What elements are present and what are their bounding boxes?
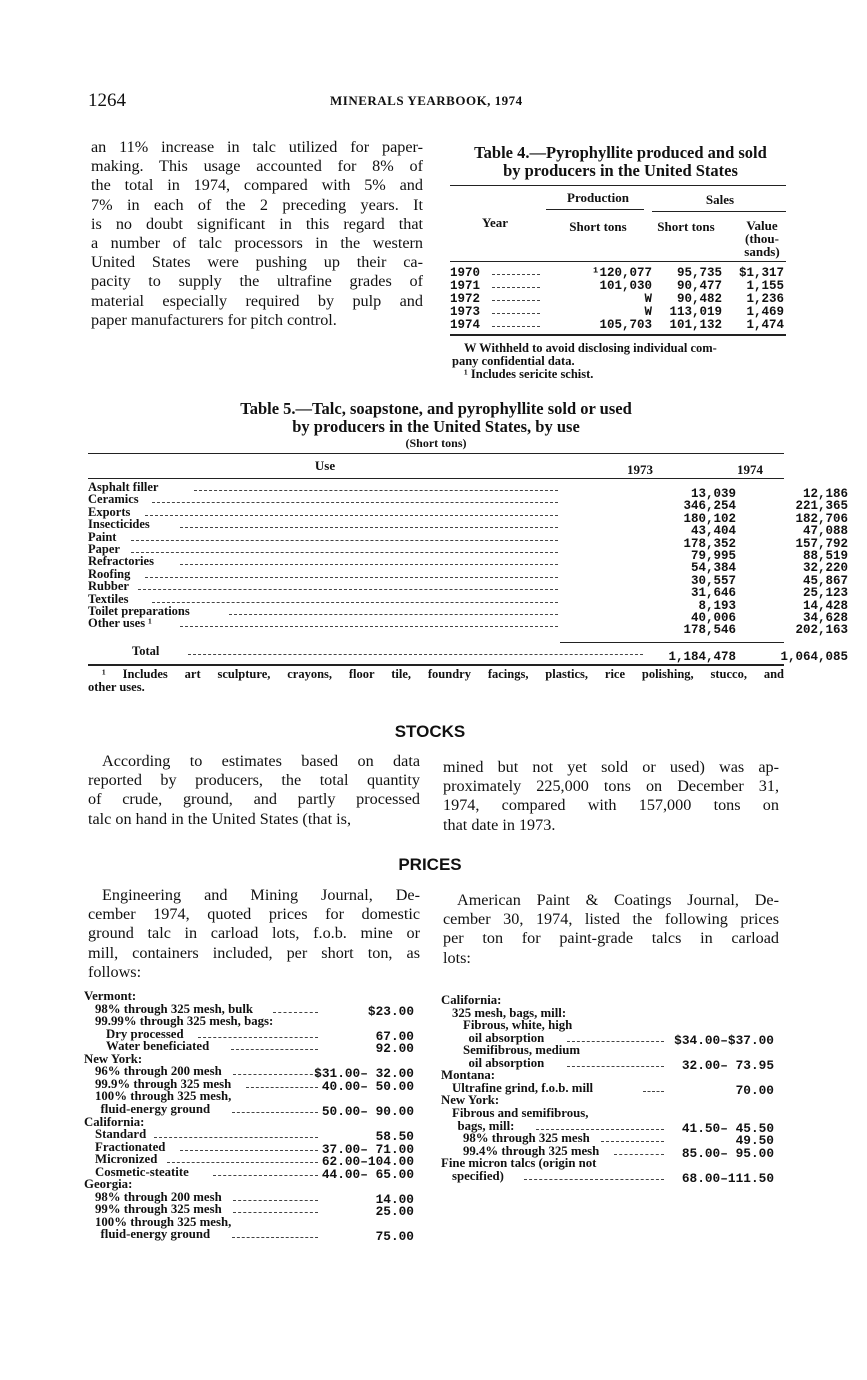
table5-cell-1973: 40,006 bbox=[690, 611, 736, 625]
table5-cell-use: Insecticides bbox=[88, 517, 150, 532]
table4-title-line1: Table 4.—Pyrophyllite produced and sold bbox=[474, 143, 767, 162]
price-item-value: 44.00– 65.00 bbox=[321, 1166, 414, 1182]
paragraph-line: that date in 1973. bbox=[443, 815, 556, 834]
price-item-label: 99.4% through 325 mesh bbox=[463, 1143, 600, 1158]
table4-note-1: ¹ Includes sericite schist. bbox=[464, 367, 594, 381]
table4-note-w bbox=[452, 342, 792, 381]
table5-leader bbox=[152, 493, 558, 503]
table4-cell-production: ¹120,077 bbox=[591, 266, 652, 280]
stocks-heading: STOCKS bbox=[394, 722, 466, 741]
page-number: 1264 bbox=[88, 90, 126, 111]
paragraph-line: mined but not yet sold or used) was ap- bbox=[443, 758, 779, 776]
table4-cell-value: 1,155 bbox=[746, 279, 784, 293]
stocks-left-paragraph bbox=[88, 752, 420, 829]
price-item-value: 58.50 bbox=[375, 1129, 414, 1145]
price-item-label: oil absorption bbox=[468, 1030, 545, 1045]
price-item-label: Fine micron talcs (origin not bbox=[441, 1156, 597, 1171]
table4-header-prod-short-tons: Short tons bbox=[569, 219, 627, 234]
paragraph-line: pacity to supply the ultrafine grades of bbox=[91, 272, 423, 291]
table5-cell-1973: 8,193 bbox=[698, 598, 736, 613]
paragraph-line: 1974, compared with 157,000 tons on bbox=[443, 796, 779, 815]
price-item-label: 98% through 200 mesh bbox=[95, 1189, 222, 1204]
paragraph-line: material especially required by pulp and bbox=[91, 291, 423, 310]
table5-cell-use: Paper bbox=[88, 542, 120, 556]
table5-leader bbox=[131, 543, 558, 553]
price-leader bbox=[614, 1146, 664, 1155]
table5-cell-1973: 30,557 bbox=[690, 573, 736, 588]
table5-cell-1973: 180,102 bbox=[683, 511, 736, 526]
paragraph-line: ground talc in carload lots, f.o.b. mine or bbox=[88, 924, 420, 943]
table5-cell-1973: 178,352 bbox=[683, 536, 736, 551]
price-leader bbox=[567, 1033, 664, 1042]
paragraph-line: per ton for paint-grade talcs in carload bbox=[443, 929, 779, 948]
table4-cell-production: 101,030 bbox=[599, 279, 652, 293]
price-leader bbox=[213, 1167, 318, 1176]
price-item-label: fluid-energy ground bbox=[100, 1227, 211, 1242]
table5-cell-use: Paint bbox=[88, 529, 117, 544]
table5-leader bbox=[152, 593, 558, 603]
paragraph-line: talc on hand in the United States (that is, bbox=[88, 809, 351, 828]
table5-cell-use: Rubber bbox=[88, 579, 129, 594]
price-item-value: 75.00 bbox=[375, 1229, 414, 1245]
paragraph-line: follows: bbox=[88, 962, 142, 981]
price-item-label: Micronized bbox=[95, 1152, 158, 1167]
paragraph-line: paper manufacturers for pitch control. bbox=[91, 310, 337, 329]
table4-top-rule bbox=[450, 185, 786, 186]
price-item-label: Fibrous and semifibrous, bbox=[452, 1105, 589, 1120]
table5-cell-1974: 25,123 bbox=[802, 586, 848, 601]
table5-subtitle: (Short tons) bbox=[405, 436, 467, 450]
price-item-label: 99% through 325 mesh bbox=[95, 1202, 222, 1217]
price-item-label: 325 mesh, bags, mill: bbox=[452, 1005, 567, 1020]
paragraph-line: American Paint & Coatings Journal, De- bbox=[457, 891, 779, 909]
paragraph-line: making. This usage accounted for 8% of bbox=[91, 157, 423, 176]
table4-header-rule bbox=[450, 261, 786, 262]
price-leader bbox=[536, 1121, 664, 1130]
stocks-right-paragraph bbox=[443, 758, 779, 835]
price-item-label: specified) bbox=[452, 1168, 504, 1183]
table4-bottom-rule bbox=[450, 334, 786, 336]
price-item-value: 67.00 bbox=[375, 1028, 414, 1044]
table5-cell-1974: 182,706 bbox=[795, 511, 848, 526]
table5-cell-1974: 14,428 bbox=[802, 598, 848, 613]
table5-cell-use: Ceramics bbox=[88, 492, 139, 507]
price-item-label: Georgia: bbox=[84, 1177, 133, 1192]
price-item-value: 62.00–104.00 bbox=[321, 1154, 414, 1170]
table5-cell-1973: 79,995 bbox=[690, 549, 736, 563]
price-item-label: 100% through 325 mesh, bbox=[95, 1214, 232, 1229]
price-item-label: Standard bbox=[95, 1127, 147, 1142]
paragraph-line: is no doubt significant in this regard that bbox=[91, 214, 423, 233]
table5-cell-1973: 346,254 bbox=[683, 499, 736, 514]
table4-cell-sales: 101,132 bbox=[669, 318, 722, 332]
price-item-label: fluid-energy ground bbox=[100, 1101, 211, 1116]
table5-cell-1973: 43,404 bbox=[690, 524, 736, 539]
price-leader bbox=[601, 1133, 664, 1142]
table4-production-rule bbox=[546, 209, 644, 210]
running-title: MINERALS YEARBOOK, 1974 bbox=[330, 93, 523, 108]
price-item-label: oil absorption bbox=[468, 1055, 545, 1070]
table4-cell-value: $1,317 bbox=[738, 266, 784, 280]
table5-cell-use: Roofing bbox=[88, 566, 131, 581]
table4-leader bbox=[492, 266, 540, 275]
table5-cell-1973: 178,546 bbox=[683, 623, 736, 638]
table5-total-1973: 1,184,478 bbox=[668, 650, 736, 664]
table4-cell-value: 1,469 bbox=[746, 305, 784, 319]
price-item-value: 50.00– 90.00 bbox=[321, 1103, 414, 1119]
paragraph-line: According to estimates based on data bbox=[102, 752, 420, 770]
table5-leader bbox=[131, 531, 558, 541]
table5-cell-1973: 13,039 bbox=[690, 487, 736, 501]
price-item-value: 85.00– 95.00 bbox=[681, 1145, 774, 1161]
price-item-value: $34.00–$37.00 bbox=[674, 1032, 774, 1048]
price-leader bbox=[198, 1029, 318, 1038]
price-leader bbox=[180, 1142, 318, 1151]
table4-cell-value: 1,236 bbox=[746, 292, 784, 306]
table5-title bbox=[88, 400, 784, 436]
prices-right-paragraph bbox=[443, 891, 779, 968]
table4-cell-sales: 113,019 bbox=[669, 305, 722, 319]
table5-cell-use: Toilet preparations bbox=[88, 604, 190, 618]
table5-leader bbox=[145, 506, 558, 516]
table5-cell-1974: 12,186 bbox=[802, 487, 848, 501]
table4-header-sales: Sales bbox=[705, 192, 735, 207]
table4-title-line2: by producers in the United States bbox=[503, 161, 738, 180]
table5-footnote-line1: ¹ Includes art sculpture, crayons, floor tile, foundry facings, plastics, rice polishing, stucco, and bbox=[102, 667, 784, 681]
price-item-label: Vermont: bbox=[84, 989, 137, 1003]
paragraph-line: Engineering and Mining Journal, De- bbox=[102, 886, 420, 904]
table4-cell-production: W bbox=[644, 305, 652, 319]
table5-cell-use: Other uses ¹ bbox=[88, 616, 152, 631]
table5-cell-1973: 54,384 bbox=[690, 561, 736, 576]
price-item-value: $23.00 bbox=[367, 1003, 414, 1019]
table4-header-production: Production bbox=[567, 190, 629, 205]
price-item-label: 100% through 325 mesh, bbox=[95, 1089, 232, 1104]
table4-leader bbox=[492, 318, 540, 327]
table5-cell-use: Exports bbox=[88, 504, 131, 519]
table5-total-1974: 1,064,085 bbox=[780, 650, 848, 664]
table4-title bbox=[448, 144, 793, 180]
price-item-label: California: bbox=[84, 1114, 145, 1129]
table4-cell-year: 1974 bbox=[450, 318, 481, 332]
paragraph-line: 7% in each of the 2 preceding years. It bbox=[91, 195, 423, 214]
price-item-label: Montana: bbox=[441, 1068, 496, 1083]
price-item-label: California: bbox=[441, 993, 502, 1007]
price-item-label: Fibrous, white, high bbox=[463, 1018, 573, 1033]
paragraph-line: lots: bbox=[443, 948, 471, 967]
table5-bottom-rule bbox=[88, 664, 784, 666]
price-item-label: Water beneficiated bbox=[106, 1039, 210, 1054]
table5-cell-1973: 31,646 bbox=[690, 586, 736, 601]
paragraph-line: the total in 1974, compared with 5% and bbox=[91, 176, 423, 195]
table5-leader bbox=[180, 555, 558, 565]
table4-leader bbox=[492, 279, 540, 288]
price-item-value: 49.50 bbox=[735, 1133, 774, 1149]
table5-leader bbox=[138, 580, 558, 590]
table4-note-w-line2: pany confidential data. bbox=[452, 354, 575, 368]
price-item-value: $31.00– 32.00 bbox=[314, 1066, 414, 1082]
table5-cell-1974: 221,365 bbox=[795, 499, 848, 514]
price-leader bbox=[643, 1083, 664, 1092]
table5-cell-use: Asphalt filler bbox=[88, 480, 159, 494]
price-leader bbox=[567, 1058, 664, 1067]
table5-leader bbox=[180, 617, 558, 627]
price-item-label: bags, mill: bbox=[457, 1118, 515, 1133]
table4-cell-sales: 95,735 bbox=[676, 266, 722, 280]
intro-paragraph bbox=[91, 138, 423, 330]
table4-cell-value: 1,474 bbox=[746, 318, 784, 332]
price-item-label: 98% through 325 mesh, bulk bbox=[95, 1001, 253, 1016]
price-item-label: New York: bbox=[441, 1093, 500, 1108]
table5-leader bbox=[229, 605, 558, 615]
paragraph-line: of crude, ground, and partly processed bbox=[88, 790, 420, 809]
table4-cell-sales: 90,477 bbox=[676, 279, 722, 293]
table5-total-rule bbox=[560, 642, 784, 643]
price-item-label: Ultrafine grind, f.o.b. mill bbox=[452, 1080, 594, 1095]
table5-cell-use: Textiles bbox=[88, 591, 129, 606]
table5-total-label: Total bbox=[132, 644, 160, 658]
price-leader bbox=[154, 1129, 318, 1138]
price-item-label: Cosmetic-steatite bbox=[95, 1164, 189, 1179]
table5-footnote-line2: other uses. bbox=[88, 680, 145, 694]
table5-footnote bbox=[88, 668, 784, 694]
price-item-value: 32.00– 73.95 bbox=[681, 1057, 774, 1073]
price-item-value: 25.00 bbox=[375, 1204, 414, 1220]
price-item-label: 96% through 200 mesh bbox=[95, 1064, 222, 1079]
table4-header-sales-short-tons: Short tons bbox=[657, 219, 715, 234]
table5-cell-1974: 34,628 bbox=[802, 611, 848, 625]
table5-cell-use: Refractories bbox=[88, 554, 154, 569]
table5-cell-1974: 202,163 bbox=[795, 623, 848, 638]
price-item-value: 40.00– 50.00 bbox=[321, 1078, 414, 1094]
table4-cell-sales: 90,482 bbox=[676, 292, 722, 306]
table5-title-line2: by producers in the United States, by use bbox=[292, 417, 580, 436]
table4-cell-year: 1972 bbox=[450, 292, 481, 306]
table5-header-1974: 1974 bbox=[737, 462, 763, 477]
table5-header-use: Use bbox=[314, 458, 336, 473]
price-leader bbox=[524, 1171, 664, 1180]
price-leader bbox=[167, 1154, 318, 1163]
paragraph-line: cember 1974, quoted prices for domestic bbox=[88, 905, 420, 924]
table4-leader bbox=[492, 292, 540, 301]
table5-cell-1974: 32,220 bbox=[802, 561, 848, 576]
table4-leader bbox=[492, 305, 540, 314]
price-item-value: 68.00–111.50 bbox=[681, 1170, 774, 1186]
paragraph-line: reported by producers, the total quantity bbox=[88, 771, 420, 790]
price-item-label: New York: bbox=[84, 1051, 143, 1066]
table4-note-w-line1: W Withheld to avoid disclosing individual com- bbox=[464, 341, 717, 355]
paragraph-line: mill, containers included, per short ton, as bbox=[88, 943, 420, 962]
price-item-value: 41.50– 45.50 bbox=[681, 1120, 774, 1136]
price-item-value: 70.00 bbox=[735, 1082, 774, 1098]
table4-cell-production: W bbox=[644, 292, 652, 306]
table5-cell-1974: 47,088 bbox=[802, 524, 848, 539]
price-item-label: Dry processed bbox=[106, 1026, 184, 1041]
prices-left-paragraph bbox=[88, 886, 420, 982]
table4-cell-year: 1970 bbox=[450, 266, 481, 280]
price-item-label: Fractionated bbox=[95, 1139, 166, 1154]
table5-leader bbox=[180, 518, 558, 528]
price-item-value: 92.00 bbox=[375, 1041, 414, 1057]
price-item-label: Semifibrous, medium bbox=[463, 1043, 581, 1058]
table4-header-year: Year bbox=[482, 215, 508, 230]
table5-header-1973: 1973 bbox=[627, 462, 653, 477]
paragraph-line: an 11% increase in talc utilized for paper- bbox=[91, 138, 423, 156]
paragraph-line: proximately 225,000 tons on December 31, bbox=[443, 777, 779, 796]
paragraph-line: cember 30, 1974, listed the following prices bbox=[443, 910, 779, 929]
table5-top-rule bbox=[88, 453, 784, 454]
table4-cell-production: 105,703 bbox=[599, 318, 652, 332]
table5-title-line1: Table 5.—Talc, soapstone, and pyrophyllite sold or used bbox=[240, 399, 632, 418]
table4-header-value: Value (thou- sands) bbox=[744, 218, 780, 259]
price-item-value: 14.00 bbox=[375, 1191, 414, 1207]
table5-header-rule bbox=[88, 478, 784, 479]
price-item-value: 37.00– 71.00 bbox=[321, 1141, 414, 1157]
paragraph-line: a number of talc processors in the western bbox=[91, 234, 423, 253]
prices-heading: PRICES bbox=[398, 855, 462, 874]
table5-cell-1974: 157,792 bbox=[795, 536, 848, 551]
price-item-label: 99.99% through 325 mesh, bags: bbox=[95, 1014, 274, 1029]
paragraph-line: United States were pushing up their ca- bbox=[91, 253, 423, 272]
table4-cell-year: 1973 bbox=[450, 305, 481, 319]
table5-total-row bbox=[88, 644, 848, 664]
table5-cell-1974: 88,519 bbox=[802, 549, 848, 563]
table4-cell-year: 1971 bbox=[450, 279, 481, 293]
price-item-label: 99.9% through 325 mesh bbox=[95, 1076, 232, 1091]
table5-leader bbox=[194, 481, 558, 491]
table5-leader bbox=[145, 568, 558, 578]
table4-sales-rule bbox=[652, 211, 786, 212]
price-item-label: 98% through 325 mesh bbox=[463, 1131, 590, 1146]
table5-cell-1974: 45,867 bbox=[802, 573, 848, 588]
